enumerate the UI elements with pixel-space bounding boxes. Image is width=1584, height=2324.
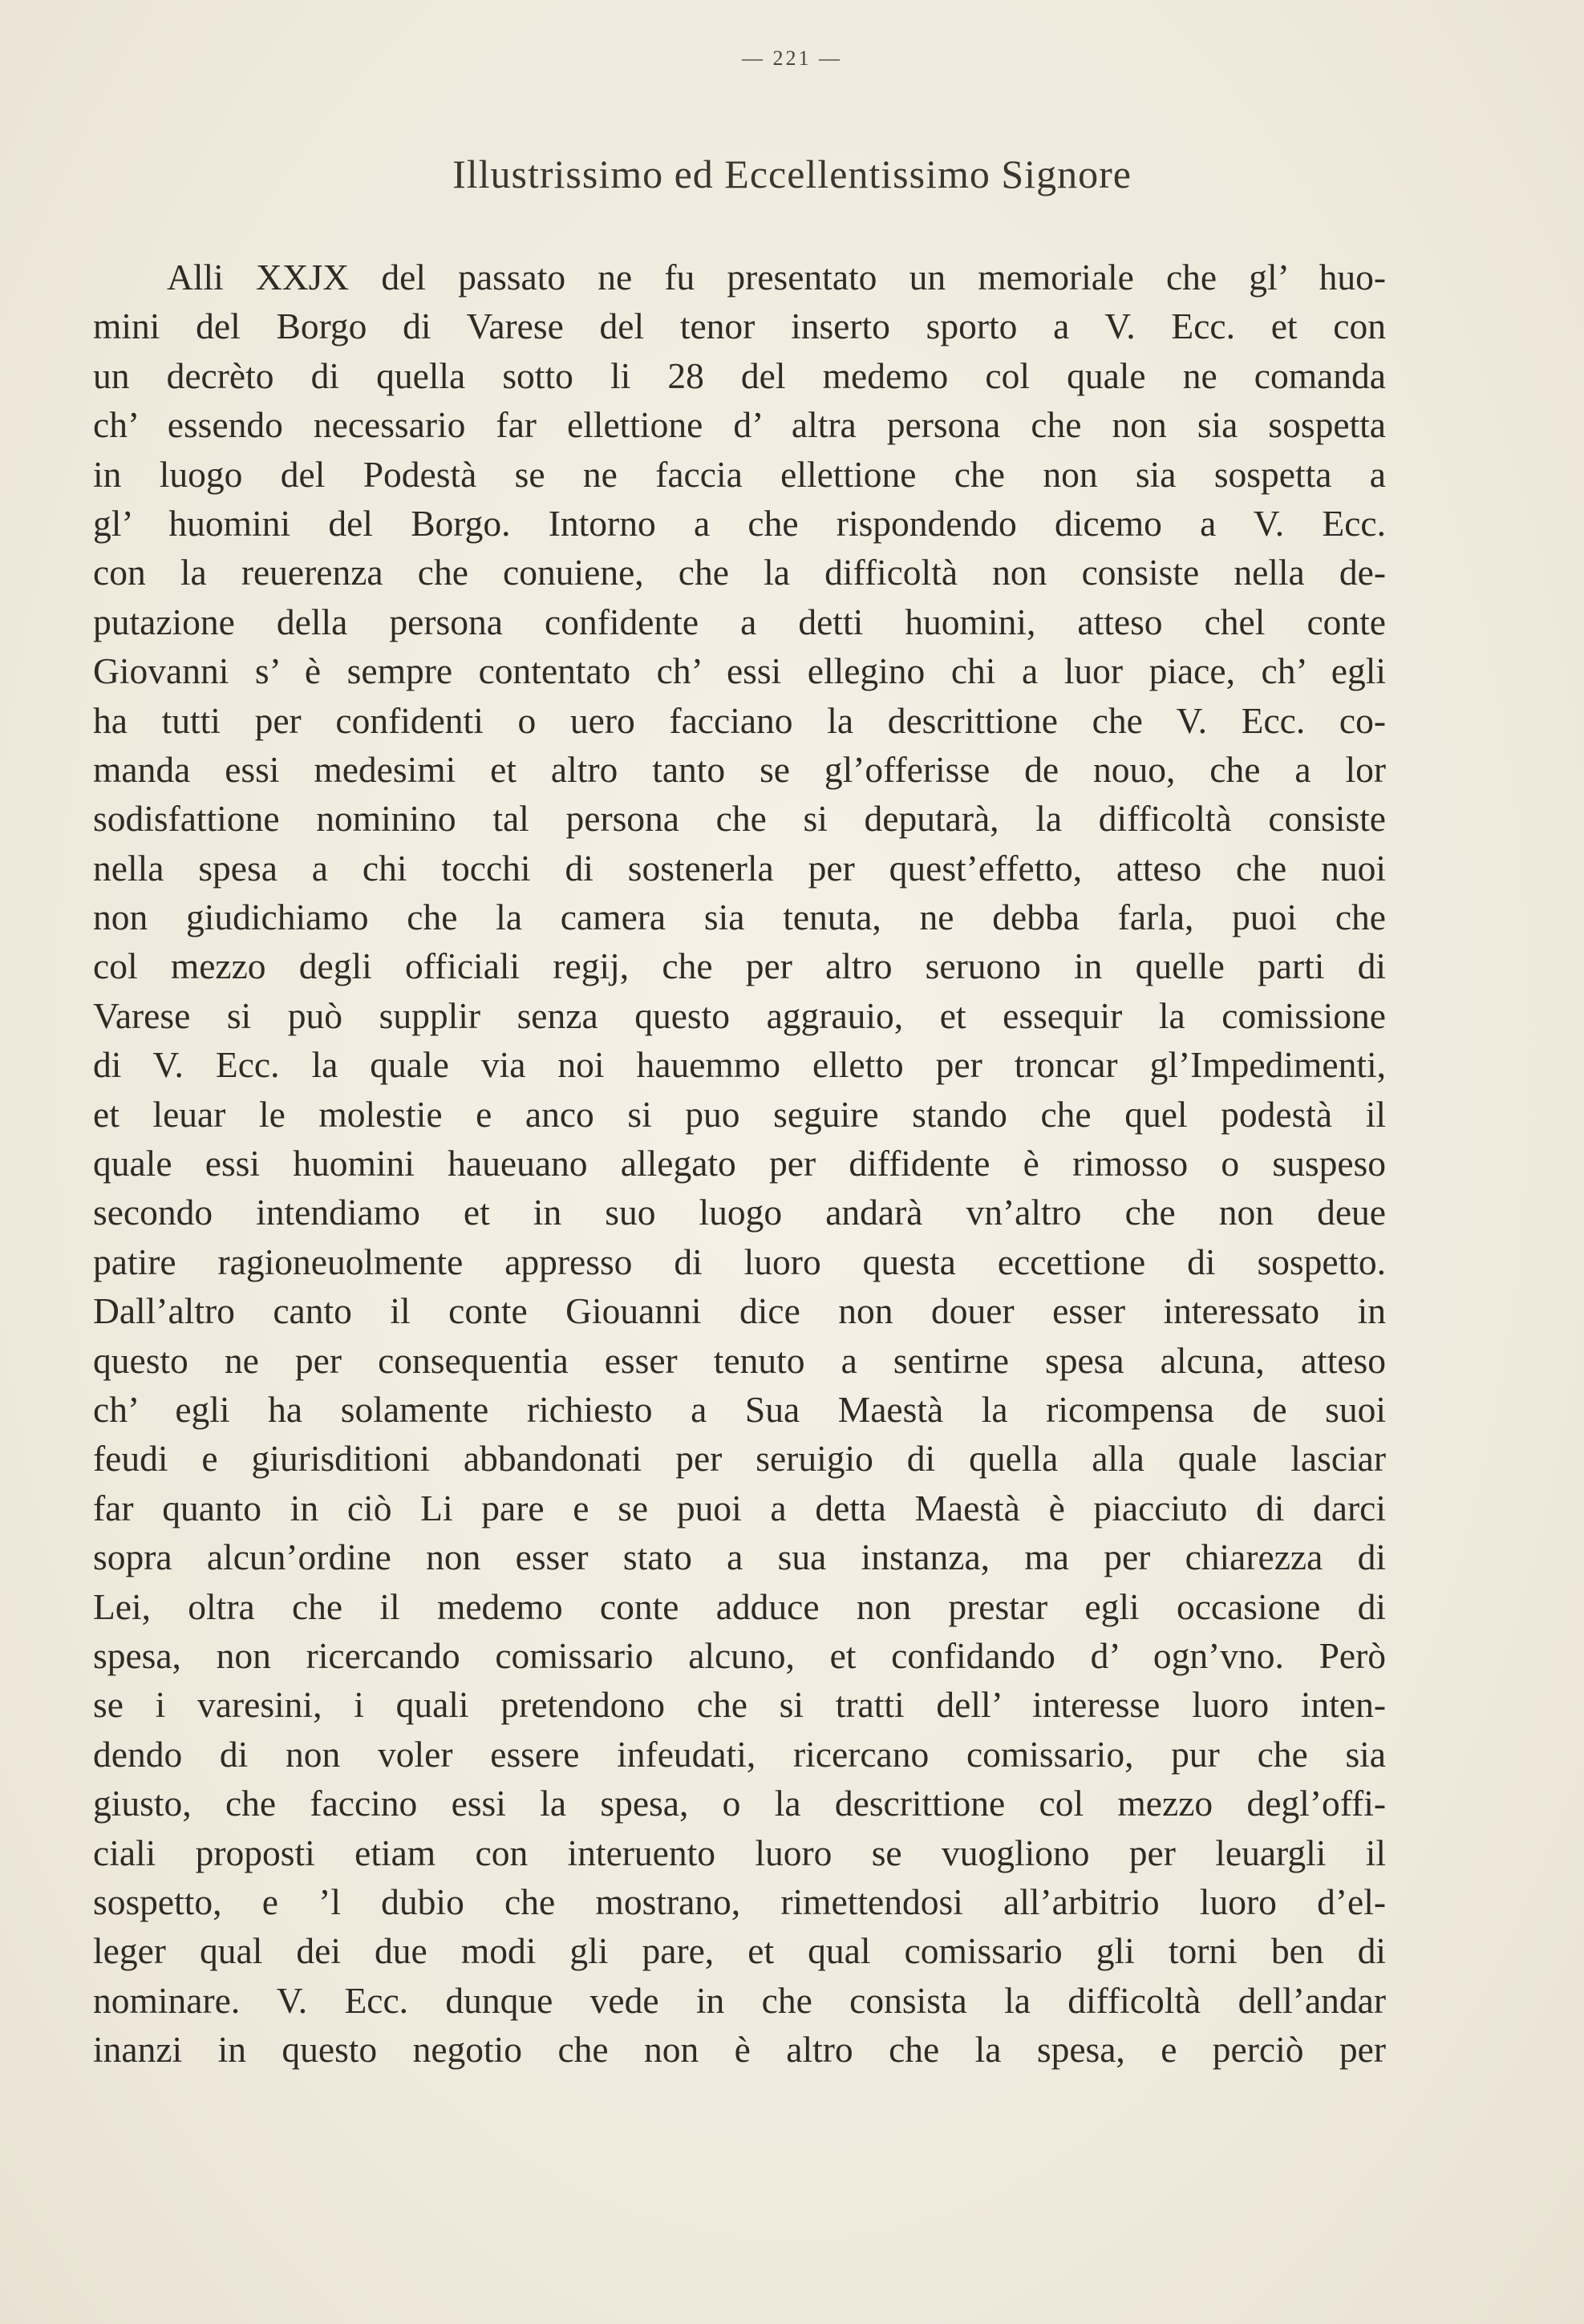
text-line: gl’ huomini del Borgo. Intorno a che rispondendo dicemo a V. Ecc.	[93, 502, 1386, 544]
text-line: putazione della persona confidente a detti huomini, atteso chel conte	[93, 601, 1386, 642]
text-line: sospetto, e ’l dubio che mostrano, rimettendosi all’arbitrio luoro d’el-	[93, 1881, 1386, 1922]
salutation-heading: Illustrissimo ed Eccellentissimo Signore	[452, 152, 1132, 196]
text-line: col mezzo degli officiali regij, che per altro seruono in quelle parti di	[93, 945, 1386, 987]
text-line: in luogo del Podestà se ne faccia ellettione che non sia sospetta a	[93, 453, 1386, 495]
text-line: non giudichiamo che la camera sia tenuta, ne debba farla, puoi che	[93, 897, 1386, 938]
text-line: ch’ essendo necessario far ellettione d’ altra persona che non sia sospetta	[93, 404, 1386, 446]
text-line: patire ragioneuolmente appresso di luoro questa eccettione di sospetto.	[93, 1241, 1386, 1282]
text-line: Giovanni s’ è sempre contentato ch’ essi ellegino chi a luor piace, ch’ egli	[93, 650, 1386, 692]
letter-body	[93, 253, 1386, 2074]
text-line: inanzi in questo negotio che non è altro che la spesa, e perciò per	[93, 2029, 1386, 2071]
text-line: con la reuerenza che conuiene, che la difficoltà non consiste nella de-	[93, 552, 1386, 593]
text-line: nominare. V. Ecc. dunque vede in che consista la difficoltà dell’andar	[93, 1979, 1386, 2021]
text-line: se i varesini, i quali pretendono che si tratti dell’ interesse luoro inten-	[93, 1684, 1386, 1726]
text-line: Varese si può supplir senza questo aggrauio, et essequir la comissione	[93, 994, 1386, 1036]
text-line: secondo intendiamo et in suo luogo andarà vn’altro che non deue	[93, 1192, 1386, 1233]
text-line: di V. Ecc. la quale via noi hauemmo elletto per troncar gl’Impedimenti,	[93, 1044, 1386, 1086]
text-line: Dall’altro canto il conte Giouanni dice non douer esser interessato in	[93, 1290, 1386, 1332]
text-line: ha tutti per confidenti o uero facciano la descrittione che V. Ecc. co-	[93, 699, 1386, 741]
text-line: dendo di non voler essere infeudati, ricercano comissario, pur che sia	[93, 1733, 1386, 1775]
text-line: questo ne per consequentia esser tenuto a sentirne spesa alcuna, atteso	[93, 1339, 1386, 1381]
text-line: sodisfattione nominino tal persona che si deputarà, la difficoltà consiste	[93, 798, 1386, 840]
text-line: ciali proposti etiam con interuento luoro se vuogliono per leuargli il	[93, 1832, 1386, 1873]
text-line: nella spesa a chi tocchi di sostenerla per quest’effetto, atteso che nuoi	[93, 847, 1386, 889]
text-line: spesa, non ricercando comissario alcuno, et confidando d’ ogn’vno. Però	[93, 1634, 1386, 1676]
text-line: giusto, che faccino essi la spesa, o la descrittione col mezzo degl’offi-	[93, 1783, 1386, 1824]
text-line: leger qual dei due modi gli pare, et qual comissario gli torni ben di	[93, 1930, 1386, 1972]
text-line: quale essi huomini haueuano allegato per diffidente è rimosso o suspeso	[93, 1143, 1386, 1184]
text-line: Lei, oltra che il medemo conte adduce non prestar egli occasione di	[93, 1585, 1386, 1627]
text-line: sopra alcun’ordine non esser stato a sua instanza, ma per chiarezza di	[93, 1537, 1386, 1578]
text-line: manda essi medesimi et altro tanto se gl’offerisse de nouo, che a lor	[93, 748, 1386, 790]
text-line: mini del Borgo di Varese del tenor inserto sporto a V. Ecc. et con	[93, 306, 1386, 347]
text-line: Alli XXJX del passato ne fu presentato un memoriale che gl’ huo-	[167, 257, 1386, 298]
text-line: far quanto in ciò Li pare e se puoi a detta Maestà è piacciuto di darci	[93, 1487, 1386, 1528]
text-line: ch’ egli ha solamente richiesto a Sua Maestà la ricompensa de suoi	[93, 1388, 1386, 1430]
text-line: et leuar le molestie e anco si puo seguire stando che quel podestà il	[93, 1093, 1386, 1135]
text-line: un decrèto di quella sotto li 28 del medemo col quale ne comanda	[93, 354, 1386, 396]
page-number: — 221 —	[742, 47, 842, 70]
text-line: feudi e giurisditioni abbandonati per seruigio di quella alla quale lasciar	[93, 1438, 1386, 1480]
